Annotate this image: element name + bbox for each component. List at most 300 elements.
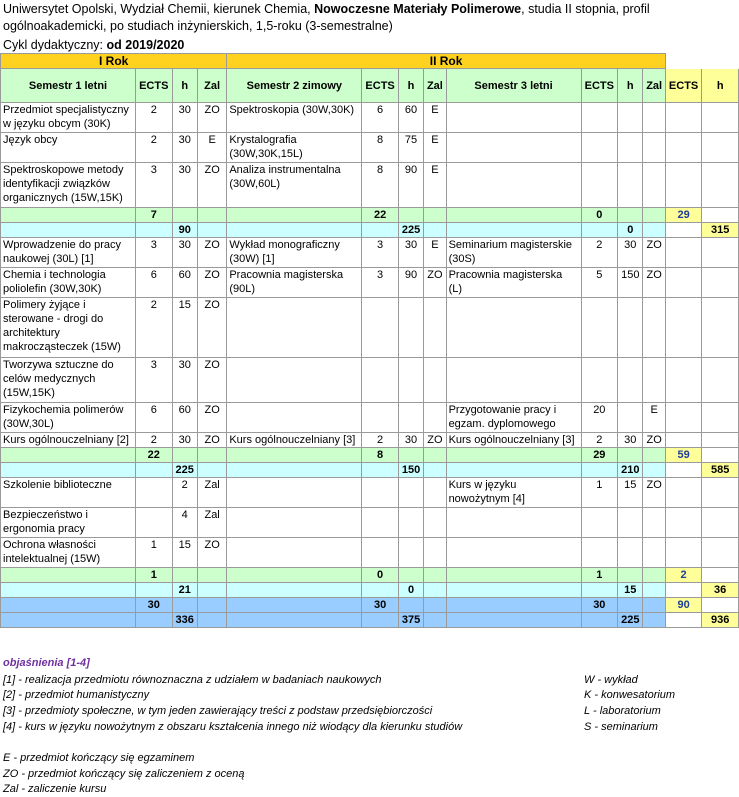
sem3-header: Semestr 3 letni — [446, 69, 581, 103]
total-filler — [702, 568, 739, 583]
sum-filler — [618, 448, 643, 463]
course-name — [446, 298, 581, 358]
sum-filler — [197, 448, 226, 463]
course-name — [446, 103, 581, 133]
column-header-row — [1, 69, 739, 103]
course-value: ZO — [643, 433, 665, 448]
course-value: 3 — [135, 163, 172, 208]
col-zal: Zal — [424, 69, 446, 103]
sem2-header: Semestr 2 zimowy — [227, 69, 362, 103]
header-line-2: ogólnoakademicki, po studiach inżynierskich, 1,5-roku (3-semestralne) — [3, 19, 393, 33]
sum-filler — [643, 613, 665, 628]
course-row — [1, 163, 739, 208]
course-value — [618, 538, 643, 568]
course-value: 2 — [135, 433, 172, 448]
total-hours-row — [1, 613, 739, 628]
sum-filler — [135, 223, 172, 238]
course-value — [643, 358, 665, 403]
course-value — [643, 538, 665, 568]
sum-filler — [618, 568, 643, 583]
course-value — [618, 163, 643, 208]
course-value — [398, 358, 423, 403]
sum-filler — [362, 463, 399, 478]
course-value — [424, 508, 446, 538]
semester-2-ects-sum: 22 — [362, 208, 399, 223]
course-value — [618, 508, 643, 538]
course-value: 30 — [398, 433, 423, 448]
sum-filler — [135, 613, 172, 628]
col-ects: ECTS — [362, 69, 399, 103]
total-h-header: h — [702, 69, 739, 103]
course-value — [618, 103, 643, 133]
course-value: E — [424, 133, 446, 163]
study-plan-table — [0, 53, 739, 628]
course-value: 90 — [398, 163, 423, 208]
course-name: Tworzywa sztuczne do celów medycznych (15W,15K) — [1, 358, 136, 403]
course-value: Zal — [197, 478, 226, 508]
course-name — [446, 538, 581, 568]
sum-filler — [643, 463, 665, 478]
course-name: Kurs ogólnouczelniany [2] — [1, 433, 136, 448]
sum-filler — [446, 568, 581, 583]
sum-filler — [643, 208, 665, 223]
semester-2-hours-sum: 0 — [398, 583, 423, 598]
course-value — [581, 298, 618, 358]
course-name: Przedmiot specjalistyczny w języku obcym (30K) — [1, 103, 136, 133]
course-value — [581, 358, 618, 403]
legend-item: S - seminarium — [584, 721, 658, 733]
sum-filler — [197, 208, 226, 223]
course-name: Wprowadzenie do pracy naukowej (30L) [1] — [1, 238, 136, 268]
total-filler — [702, 598, 739, 613]
course-value: 3 — [362, 268, 399, 298]
semester-2-ects-sum: 0 — [362, 568, 399, 583]
sum-filler — [1, 448, 136, 463]
course-name: Kurs ogólnouczelniany [3] — [227, 433, 362, 448]
sum-filler — [1, 598, 136, 613]
total-cell — [665, 298, 702, 358]
course-value — [398, 478, 423, 508]
course-value: 60 — [172, 403, 197, 433]
semester-3-ects-sum: 0 — [581, 208, 618, 223]
sum-filler — [643, 448, 665, 463]
course-value: 6 — [135, 403, 172, 433]
course-name: Kurs w języku nowożytnym [4] — [446, 478, 581, 508]
sum-filler — [398, 598, 423, 613]
course-value — [362, 538, 399, 568]
course-name: Język obcy — [1, 133, 136, 163]
sum-filler — [446, 583, 581, 598]
course-value — [581, 163, 618, 208]
total-cell — [702, 538, 739, 568]
course-value — [643, 298, 665, 358]
legend-item: K - konwesatorium — [584, 689, 676, 701]
course-value — [581, 508, 618, 538]
sum-filler — [227, 613, 362, 628]
course-name: Bezpieczeństwo i ergonomia pracy — [1, 508, 136, 538]
total-cell — [702, 163, 739, 208]
col-zal: Zal — [197, 69, 226, 103]
course-value: 60 — [172, 268, 197, 298]
course-value — [398, 538, 423, 568]
total-filler — [702, 448, 739, 463]
sum-filler — [227, 568, 362, 583]
course-value: ZO — [197, 103, 226, 133]
course-value: 30 — [172, 103, 197, 133]
course-value: 150 — [618, 268, 643, 298]
sum-filler — [172, 448, 197, 463]
semester-1-ects-sum: 7 — [135, 208, 172, 223]
course-value: 15 — [618, 478, 643, 508]
course-value — [424, 298, 446, 358]
note-item: [2] - przedmiot humanistyczny — [3, 689, 150, 701]
course-name: Chemia i technologia poliolefin (30W,30K) — [1, 268, 136, 298]
course-value: 2 — [135, 133, 172, 163]
total-cell — [702, 298, 739, 358]
total-ects-value: 29 — [665, 208, 702, 223]
sum-filler — [197, 598, 226, 613]
total-ects-value: 90 — [665, 598, 702, 613]
course-row — [1, 538, 739, 568]
course-value: 2 — [135, 103, 172, 133]
course-name — [227, 508, 362, 538]
semester-3-ects-sum: 1 — [581, 568, 618, 583]
total-cell — [665, 133, 702, 163]
course-name: Pracownia magisterska (L) — [446, 268, 581, 298]
course-name: Krystalografia (30W,30K,15L) — [227, 133, 362, 163]
sum-filler — [581, 463, 618, 478]
course-value: E — [197, 133, 226, 163]
sum-filler — [227, 463, 362, 478]
col-h: h — [618, 69, 643, 103]
sum-filler — [398, 208, 423, 223]
course-value: 15 — [172, 298, 197, 358]
sum-filler — [227, 448, 362, 463]
course-value: E — [424, 103, 446, 133]
col-zal: Zal — [643, 69, 665, 103]
sum-filler — [424, 598, 446, 613]
course-value: 30 — [618, 433, 643, 448]
course-value: ZO — [197, 268, 226, 298]
semester-3-hours-sum: 225 — [618, 613, 643, 628]
course-value: ZO — [424, 433, 446, 448]
year-2-header: II Rok — [227, 54, 665, 69]
course-value: 1 — [135, 538, 172, 568]
total-cell — [702, 403, 739, 433]
notes-title: objaśnienia [1-4] — [3, 657, 90, 669]
semester-1-hours-sum: 225 — [172, 463, 197, 478]
semester-3-hours-sum: 15 — [618, 583, 643, 598]
total-filler — [665, 463, 702, 478]
sum-filler — [197, 463, 226, 478]
course-value: ZO — [197, 538, 226, 568]
sum-filler — [172, 568, 197, 583]
course-value — [618, 358, 643, 403]
sum-filler — [1, 463, 136, 478]
course-value: ZO — [643, 478, 665, 508]
sem1-header: Semestr 1 letni — [1, 69, 136, 103]
sum-filler — [1, 568, 136, 583]
total-ects-value: 59 — [665, 448, 702, 463]
grade-legend-item: E - przedmiot kończący się egzaminem — [3, 752, 195, 764]
course-name: Spektroskopia (30W,30K) — [227, 103, 362, 133]
sum-filler — [172, 598, 197, 613]
sum-filler — [581, 223, 618, 238]
total-hours-value: 585 — [702, 463, 739, 478]
semester-3-hours-sum: 0 — [618, 223, 643, 238]
total-filler — [702, 208, 739, 223]
course-value — [362, 508, 399, 538]
total-cell — [702, 358, 739, 403]
course-value: 60 — [398, 103, 423, 133]
course-value: 3 — [135, 238, 172, 268]
course-value — [362, 478, 399, 508]
sum-filler — [643, 598, 665, 613]
course-row — [1, 403, 739, 433]
semester-1-hours-sum: 336 — [172, 613, 197, 628]
semester-2-ects-sum: 30 — [362, 598, 399, 613]
sum-filler — [1, 583, 136, 598]
sum-filler — [197, 223, 226, 238]
course-value — [398, 508, 423, 538]
semester-3-ects-sum: 30 — [581, 598, 618, 613]
course-value: 15 — [172, 538, 197, 568]
total-cell — [665, 508, 702, 538]
course-value — [362, 298, 399, 358]
sum-filler — [618, 208, 643, 223]
col-h: h — [172, 69, 197, 103]
sum-filler — [227, 598, 362, 613]
grade-legend-item: ZO - przedmiot kończący się zaliczeniem z oceną — [3, 768, 245, 780]
course-value: 30 — [172, 163, 197, 208]
course-row — [1, 433, 739, 448]
sum-filler — [1, 613, 136, 628]
semester-1-ects-sum: 22 — [135, 448, 172, 463]
note-item: [1] - realizacja przedmiotu równoznaczna z udziałem w badaniach naukowych — [3, 674, 382, 686]
course-name: Spektroskopowe metody identyfikacji związków organicznych (15W,15K) — [1, 163, 136, 208]
course-value — [581, 103, 618, 133]
course-value: ZO — [197, 403, 226, 433]
course-value: 2 — [581, 238, 618, 268]
total-cell — [665, 538, 702, 568]
semester-3-hours-sum: 210 — [618, 463, 643, 478]
total-cell — [702, 508, 739, 538]
sum-filler — [197, 568, 226, 583]
course-value: 1 — [581, 478, 618, 508]
sum-filler — [643, 568, 665, 583]
document-header — [3, 1, 735, 35]
sum-filler — [446, 208, 581, 223]
course-value: 6 — [362, 103, 399, 133]
course-row — [1, 238, 739, 268]
sum-ects-row — [1, 568, 739, 583]
sum-filler — [424, 583, 446, 598]
course-value: ZO — [424, 268, 446, 298]
course-name: Ochrona własności intelektualnej (15W) — [1, 538, 136, 568]
sum-filler — [618, 598, 643, 613]
course-name: Seminarium magisterskie (30S) — [446, 238, 581, 268]
sum-filler — [135, 583, 172, 598]
semester-3-ects-sum: 29 — [581, 448, 618, 463]
sum-filler — [581, 613, 618, 628]
course-value — [398, 403, 423, 433]
total-cell — [665, 403, 702, 433]
total-cell — [702, 133, 739, 163]
course-value: ZO — [643, 238, 665, 268]
total-cell — [665, 163, 702, 208]
total-filler — [665, 223, 702, 238]
course-value — [643, 103, 665, 133]
course-value: Zal — [197, 508, 226, 538]
course-value: E — [643, 403, 665, 433]
total-cell — [665, 478, 702, 508]
course-value — [424, 538, 446, 568]
sum-filler — [362, 613, 399, 628]
total-cell — [702, 478, 739, 508]
total-ects-row — [1, 598, 739, 613]
course-value: 4 — [172, 508, 197, 538]
note-item: [3] - przedmioty społeczne, w tym jeden zawierający treści z podstaw przedsiębiorczości — [3, 705, 433, 717]
col-h: h — [398, 69, 423, 103]
course-value: 75 — [398, 133, 423, 163]
course-value: 2 — [362, 433, 399, 448]
course-value: ZO — [197, 163, 226, 208]
course-value: 6 — [135, 268, 172, 298]
course-value — [618, 133, 643, 163]
sum-filler — [581, 583, 618, 598]
course-value — [424, 403, 446, 433]
course-value — [618, 403, 643, 433]
course-name — [227, 478, 362, 508]
course-value: ZO — [197, 298, 226, 358]
course-name: Fizykochemia polimerów (30W,30L) — [1, 403, 136, 433]
course-row — [1, 133, 739, 163]
cycle-value: od 2019/2020 — [106, 38, 185, 52]
programme-name: Nowoczesne Materiały Polimerowe — [314, 2, 522, 16]
course-value — [643, 163, 665, 208]
legend-item: W - wykład — [584, 674, 638, 686]
sum-filler — [197, 613, 226, 628]
total-cell — [702, 433, 739, 448]
total-cell — [702, 238, 739, 268]
total-hours-value: 315 — [702, 223, 739, 238]
course-value: 30 — [172, 133, 197, 163]
course-value — [424, 358, 446, 403]
sum-hours-row — [1, 223, 739, 238]
course-value: ZO — [197, 358, 226, 403]
course-value: ZO — [197, 238, 226, 268]
course-row — [1, 478, 739, 508]
sum-filler — [398, 448, 423, 463]
course-name — [227, 538, 362, 568]
course-value — [581, 133, 618, 163]
total-ects-value: 2 — [665, 568, 702, 583]
course-value: 2 — [135, 298, 172, 358]
course-value: ZO — [643, 268, 665, 298]
course-value — [581, 538, 618, 568]
total-hours-value: 936 — [702, 613, 739, 628]
didactic-cycle: Cykl dydaktyczny: od 2019/2020 — [3, 38, 185, 52]
course-value: 20 — [581, 403, 618, 433]
sum-filler — [227, 208, 362, 223]
sum-filler — [643, 223, 665, 238]
header-line-1: Uniwersytet Opolski, Wydział Chemii, kierunek Chemia, Nowoczesne Materiały Polimerowe, studia II stopnia, profil — [3, 2, 650, 16]
course-value: 8 — [362, 163, 399, 208]
course-name — [227, 358, 362, 403]
course-value — [643, 508, 665, 538]
course-value: 30 — [618, 238, 643, 268]
course-value — [398, 298, 423, 358]
course-value: 30 — [172, 358, 197, 403]
semester-1-ects-sum: 30 — [135, 598, 172, 613]
semester-1-hours-sum: 21 — [172, 583, 197, 598]
sum-filler — [424, 613, 446, 628]
course-name — [446, 163, 581, 208]
course-name — [446, 133, 581, 163]
sum-filler — [446, 448, 581, 463]
course-name: Szkolenie biblioteczne — [1, 478, 136, 508]
sum-filler — [424, 208, 446, 223]
semester-2-ects-sum: 8 — [362, 448, 399, 463]
sum-filler — [446, 223, 581, 238]
course-value — [618, 298, 643, 358]
sum-filler — [424, 463, 446, 478]
course-name: Wykład monograficzny (30W) [1] — [227, 238, 362, 268]
course-value: 30 — [398, 238, 423, 268]
total-cell — [665, 103, 702, 133]
total-cell — [665, 238, 702, 268]
course-value — [135, 508, 172, 538]
course-value: 5 — [581, 268, 618, 298]
course-name: Kurs ogólnouczelniany [3] — [446, 433, 581, 448]
course-name — [227, 403, 362, 433]
course-value: 30 — [172, 433, 197, 448]
total-filler — [665, 613, 702, 628]
course-row — [1, 358, 739, 403]
sum-filler — [424, 568, 446, 583]
grade-legend-item: Zal - zaliczenie kursu — [3, 783, 107, 795]
course-value — [362, 403, 399, 433]
sum-filler — [135, 463, 172, 478]
sum-filler — [446, 613, 581, 628]
sum-filler — [643, 583, 665, 598]
course-value: E — [424, 163, 446, 208]
sum-hours-row — [1, 583, 739, 598]
course-value: 8 — [362, 133, 399, 163]
course-row — [1, 508, 739, 538]
total-ects-header: ECTS — [665, 69, 702, 103]
total-hours-value: 36 — [702, 583, 739, 598]
course-value — [643, 133, 665, 163]
sum-filler — [227, 583, 362, 598]
course-value: E — [424, 238, 446, 268]
course-name: Przygotowanie pracy i egzam. dyplomowego — [446, 403, 581, 433]
sum-ects-row — [1, 448, 739, 463]
course-value: ZO — [197, 433, 226, 448]
course-value — [135, 478, 172, 508]
course-value: 90 — [398, 268, 423, 298]
course-row — [1, 103, 739, 133]
sum-filler — [446, 463, 581, 478]
total-cell — [665, 268, 702, 298]
sum-filler — [424, 448, 446, 463]
sum-filler — [424, 223, 446, 238]
course-value — [424, 478, 446, 508]
col-ects: ECTS — [581, 69, 618, 103]
course-name: Polimery żyjące i sterowane - drogi do architektury makrocząsteczek (15W) — [1, 298, 136, 358]
course-value: 2 — [172, 478, 197, 508]
course-name: Analiza instrumentalna (30W,60L) — [227, 163, 362, 208]
